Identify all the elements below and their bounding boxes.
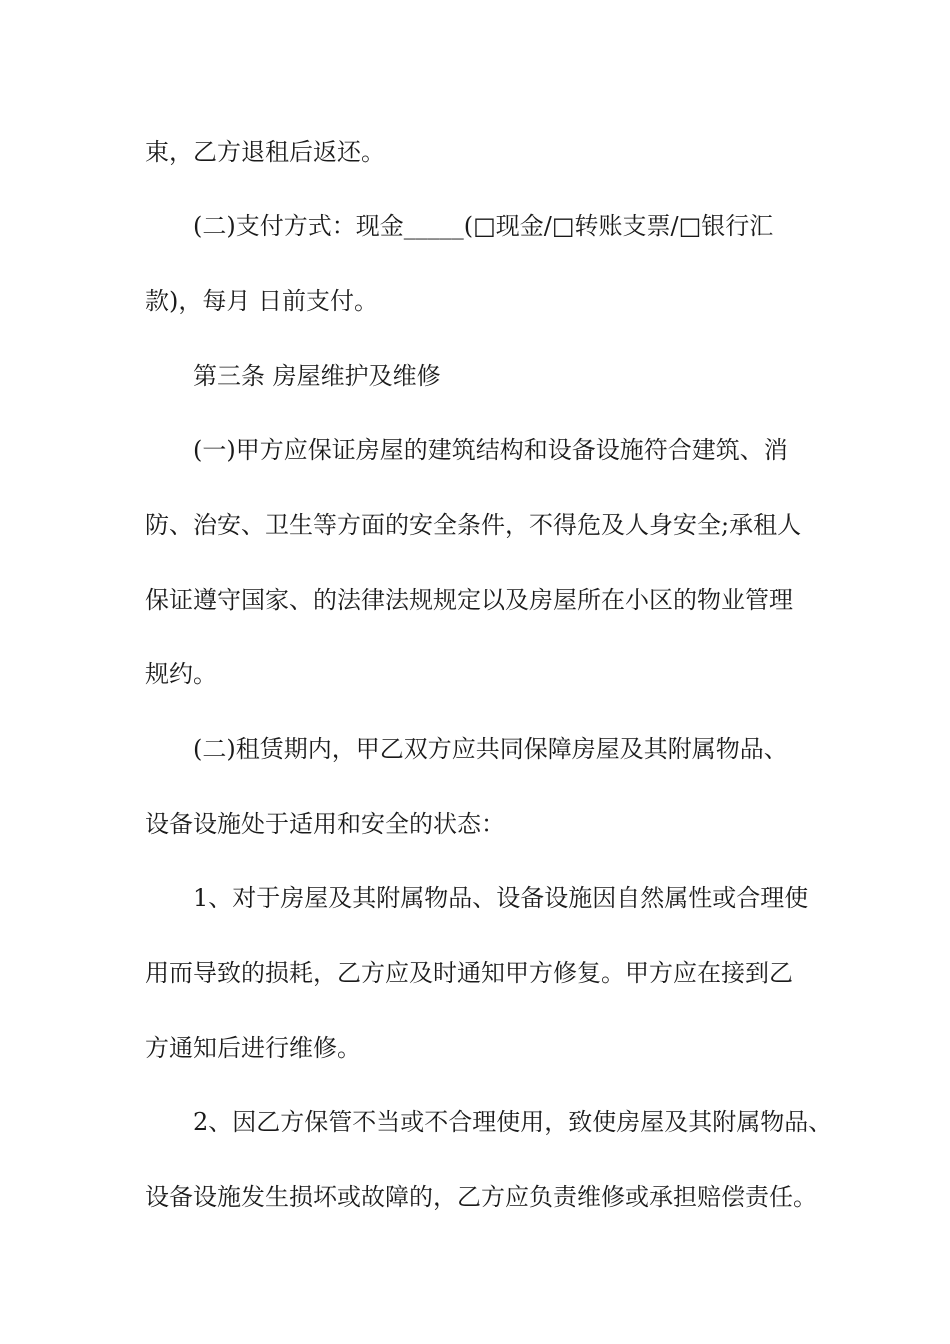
text-line-12: 用而导致的损耗，乙方应及时通知甲方修复。甲方应在接到乙 — [145, 959, 793, 987]
text-line-15: 设备设施发生损坏或故障的，乙方应负责维修或承担赔偿责任。 — [145, 1183, 817, 1211]
text-line-3: 款)，每月 日前支付。 — [145, 287, 378, 315]
text-line-9: (二)租赁期内，甲乙双方应共同保障房屋及其附属物品、 — [193, 735, 788, 763]
text-line-8: 规约。 — [145, 660, 217, 688]
text-line-14: 2、因乙方保管不当或不合理使用，致使房屋及其附属物品、 — [193, 1108, 833, 1136]
text-line-7: 保证遵守国家、的法律法规规定以及房屋所在小区的物业管理 — [145, 586, 793, 614]
text-line-2: (二)支付方式：现金_____(□现金/□转账支票/□银行汇 — [193, 212, 774, 240]
section-heading: 第三条 房屋维护及维修 — [193, 362, 441, 390]
text-line-6: 防、治安、卫生等方面的安全条件，不得危及人身安全;承租人 — [145, 511, 802, 539]
text-line-11: 1、对于房屋及其附属物品、设备设施因自然属性或合理使 — [193, 884, 809, 912]
text-line-5: (一)甲方应保证房屋的建筑结构和设备设施符合建筑、消 — [193, 436, 788, 464]
text-line-1: 束，乙方退租后返还。 — [145, 138, 385, 166]
text-line-13: 方通知后进行维修。 — [145, 1034, 361, 1062]
text-line-10: 设备设施处于适用和安全的状态： — [145, 810, 505, 838]
